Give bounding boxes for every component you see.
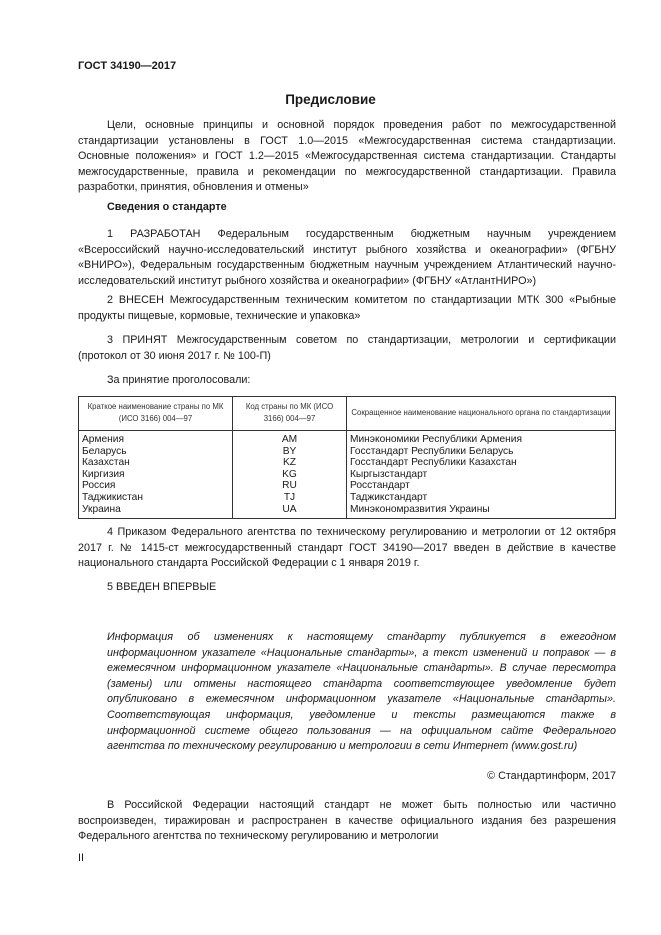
table-row (79, 446, 616, 458)
table-row (79, 469, 616, 481)
item-enacted: 4 Приказом Федерального агентства по техническому регулированию и метрологии от 12 октября 2017 г. № 1415-ст межгосударственный стандарт ГОСТ 34190—2017 введен в действие в качестве национального стандарта Российской Федерации с 1 января 2019 г. (78, 526, 616, 570)
body-cell: Минэкономразвития Украины (347, 504, 616, 519)
code-cell: BY (233, 446, 347, 458)
country-cell: Россия (79, 480, 233, 492)
column-header-body: Сокращенное наименование национального органа по стандартизации (347, 397, 616, 431)
page-number: II (78, 852, 84, 864)
code-cell: UA (233, 504, 347, 519)
code-cell: RU (233, 480, 347, 492)
voting-table (78, 396, 616, 519)
vote-heading: За принятие проголосовали: (107, 374, 251, 386)
code-cell: KZ (233, 457, 347, 469)
code-cell: TJ (233, 492, 347, 504)
table-header-row (79, 397, 616, 431)
document-code: ГОСТ 34190—2017 (78, 60, 177, 72)
body-cell: Госстандарт Республики Беларусь (347, 446, 616, 458)
body-cell: Таджикстандарт (347, 492, 616, 504)
body-cell: Росстандарт (347, 480, 616, 492)
table-row (79, 504, 616, 519)
body-cell: Кыргызстандарт (347, 469, 616, 481)
column-header-code: Код страны по МК (ИСО 3166) 004—97 (233, 397, 347, 431)
item-adopted: 3 ПРИНЯТ Межгосударственным советом по стандартизации, метрологии и сертификации (протокол от 30 июня 2017 г. № 100-П) (78, 334, 616, 362)
country-cell: Армения (79, 431, 233, 446)
table-row (79, 492, 616, 504)
table-row (79, 480, 616, 492)
body-cell: Госстандарт Республики Казахстан (347, 457, 616, 469)
country-cell: Таджикистан (79, 492, 233, 504)
table-row (79, 431, 616, 446)
table-row (79, 457, 616, 469)
intro-paragraph: Цели, основные принципы и основной порядок проведения работ по межгосударственной стандартизации установлены в ГОСТ 1.0—2015 «Межгосударственная система стандартизации. Основные положения» и ГОСТ 1.2—2015 «Межгосударственная система стандартизации. Стандарты межгосударственные, правила и рекомендации по межгосударственной стандартизации. Правила разработки, принятия, обновления и отмены» (78, 119, 616, 194)
item-introduced: 5 ВВЕДЕН ВПЕРВЫЕ (107, 581, 217, 593)
country-cell: Киргизия (79, 469, 233, 481)
body-cell: Минэкономики Республики Армения (347, 431, 616, 446)
reproduction-notice: В Российской Федерации настоящий стандарт не может быть полностью или частично воспроизведен, тиражирован и распространен в качестве официального издания без разрешения Федерального агентства по техническому регулированию и метрологии (78, 799, 616, 843)
page-title: Предисловие (285, 92, 376, 107)
country-cell: Беларусь (79, 446, 233, 458)
item-developed: 1 РАЗРАБОТАН Федеральным государственным бюджетным научным учреждением «Всероссийский научно-исследовательский институт рыбного хозяйства и океанографии» (ФГБНУ «ВНИРО»), Федеральным государственным бюджетным научным учреждением Атлантический научно-исследовательский институт рыбного хозяйства и океанографии» (ФГБНУ «АтлантНИРО») (78, 228, 616, 287)
code-cell: AM (233, 431, 347, 446)
section-heading: Сведения о стандарте (107, 201, 227, 213)
column-header-country: Краткое наименование страны по МК (ИСО 3166) 004—97 (79, 397, 233, 431)
code-cell: KG (233, 469, 347, 481)
copyright-notice: © Стандартинформ, 2017 (487, 770, 616, 782)
country-cell: Украина (79, 504, 233, 519)
country-cell: Казахстан (79, 457, 233, 469)
item-submitted: 2 ВНЕСЕН Межгосударственным техническим комитетом по стандартизации МТК 300 «Рыбные продукты пищевые, кормовые, технические и упаковка» (78, 294, 616, 322)
notice-paragraph: Информация об изменениях к настоящему стандарту публикуется в ежегодном информационном указателе «Национальные стандарты», а текст изменений и поправок — в ежемесячном информационном указателе «Национальные стандарты». В случае пересмотра (замены) или отмены настоящего стандарта соответствующее уведомление будет опубликовано в ежемесячном информационном указателе «Национальные стандарты». Соответствующая информация, уведомление и тексты размещаются также в информационной системе общего пользования — на официальном сайте Федерального агентства по техническому регулированию и метрологии в сети Интернет (www.gost.ru) (107, 631, 616, 753)
